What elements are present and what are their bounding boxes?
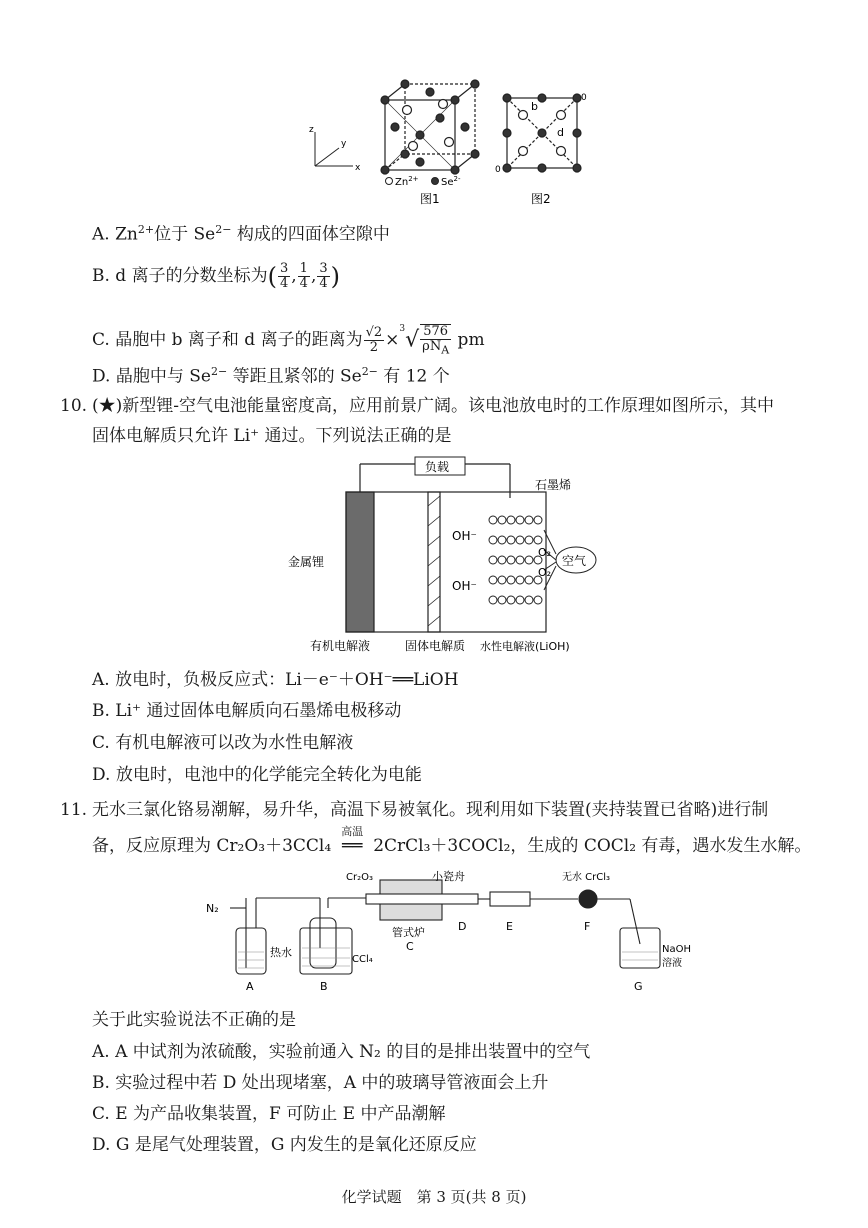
fig2-caption: 图2 <box>531 192 551 206</box>
boat-label: 小瓷舟 <box>432 870 465 883</box>
label-D: D <box>458 920 467 933</box>
page-footer: 化学试题 第 3 页(共 8 页) <box>341 1188 527 1206</box>
crystal-figure <box>295 80 615 208</box>
solution-label: 溶液 <box>662 958 682 969</box>
oh-label-1: OH⁻ <box>452 529 477 543</box>
metal-li-label: 金属锂 <box>288 555 325 569</box>
axis-z-label: z <box>309 125 314 135</box>
axis-x-label: x <box>355 163 361 173</box>
air-label: 空气 <box>562 554 587 568</box>
cr2o3-label: Cr₂O₃ <box>346 872 373 883</box>
organic-electrolyte-label: 有机电解液 <box>310 639 371 653</box>
label-B: B <box>320 980 328 993</box>
fig1-caption: 图1 <box>420 192 440 206</box>
load-label: 负载 <box>425 460 450 474</box>
q9-option-a[interactable]: A. $Zn^{2+}$位于 $Se^{2-}$ 构成的四面体空隙中 <box>92 223 390 245</box>
label-d: d <box>557 126 564 139</box>
naoh-label: NaOH <box>662 944 691 955</box>
q11-stem-line1: 无水三氯化铬易潮解，易升华，高温下易被氧化。现利用如下装置(夹持装置已省略)进行制 <box>92 800 769 820</box>
apparatus-figure <box>200 868 691 998</box>
se-legend-label: $Se^{2-}$ <box>441 175 461 188</box>
label-C: C <box>406 940 414 953</box>
axis-y-label: y <box>341 139 347 149</box>
q11-option-c[interactable]: C. E 为产品收集装置，F 可防止 E 中产品潮解 <box>92 1104 446 1124</box>
q10-option-b[interactable]: B. Li⁺ 通过固体电解质向石墨烯电极移动 <box>92 701 402 721</box>
aqueous-electrolyte-label: 水性电解液(LiOH) <box>480 640 570 653</box>
se-legend-marker <box>432 178 439 185</box>
liquid-fills <box>238 948 658 968</box>
origin-label-bottom: 0 <box>495 165 501 175</box>
label-F: F <box>584 920 591 933</box>
q11-number: 11. <box>60 800 88 820</box>
q10-option-d[interactable]: D. 放电时，电池中的化学能完全转化为电能 <box>92 765 422 785</box>
o2-label-2: O₂ <box>538 566 552 579</box>
label-A: A <box>246 980 254 993</box>
battery-figure <box>280 456 600 656</box>
q11-option-d[interactable]: D. G 是尾气处理装置，G 内发生的是氧化还原反应 <box>92 1135 477 1155</box>
q11-stem: 关于此实验说法不正确的是 <box>92 1010 296 1030</box>
q11-option-b[interactable]: B. 实验过程中若 D 处出现堵塞，A 中的玻璃导管液面会上升 <box>92 1073 549 1093</box>
furnace-label: 管式炉 <box>392 926 425 939</box>
solid-electrolyte-hatch <box>428 496 440 626</box>
label-E: E <box>506 920 513 933</box>
q10-option-a[interactable]: A. 放电时，负极反应式：Li－e⁻＋OH⁻══LiOH <box>92 670 459 690</box>
oh-label-2: OH⁻ <box>452 579 477 593</box>
graphene-electrode <box>489 516 542 604</box>
q9-option-d[interactable]: D. 晶胞中与 $Se^{2-}$ 等距且紧邻的 $Se^{2-}$ 有 12 个 <box>92 365 450 387</box>
label-b: b <box>531 100 538 113</box>
anhydrous-label: 无水 CrCl₃ <box>562 872 611 883</box>
q11-stem-line2: 备，反应原理为 Cr₂O₃＋3CCl₄ 高温 ══ 2CrCl₃＋3COCl₂，生成的 COCl₂ 有毒，遇水发生水解。 <box>92 825 812 856</box>
o2-label-1: O₂ <box>538 546 552 559</box>
graphene-label: 石墨烯 <box>535 478 572 492</box>
solid-electrolyte-label: 固体电解质 <box>405 639 466 653</box>
coordinate-axes <box>315 132 353 166</box>
hot-water-label: 热水 <box>270 946 292 959</box>
q10-stem-line1: (★)新型锂-空气电池能量密度高，应用前景广阔。该电池放电时的工作原理如图所示，其中 <box>92 396 775 416</box>
q10-option-c[interactable]: C. 有机电解液可以改为水性电解液 <box>92 733 354 753</box>
cell1-ions <box>381 80 479 174</box>
ccl4-label: CCl₄ <box>352 954 373 965</box>
n2-label: N₂ <box>206 902 219 915</box>
q10-stem-line2: 固体电解质只允许 Li⁺ 通过。下列说法正确的是 <box>92 426 452 446</box>
origin-label-top: 0 <box>581 93 587 103</box>
q9-option-c[interactable]: C. 晶胞中 b 离子和 d 离子的距离为 $\frac{√2}{2}$ ×$^3$√ $\frac{576}{\rho N_A}$ pm <box>92 323 485 357</box>
q11-option-a[interactable]: A. A 中试剂为浓硫酸，实验前通入 N₂ 的目的是排出装置中的空气 <box>92 1042 591 1062</box>
q10-number: 10. <box>60 396 88 416</box>
q9-option-b[interactable]: B. d 离子的分数坐标为( $\frac{3}{4}$ , $\frac{1}{4}$ , $\frac{3}{4}$ ) <box>92 261 340 291</box>
zn-legend-label: $Zn^{2+}$ <box>395 175 419 188</box>
label-G: G <box>634 980 643 993</box>
zn-legend-marker <box>386 178 393 185</box>
